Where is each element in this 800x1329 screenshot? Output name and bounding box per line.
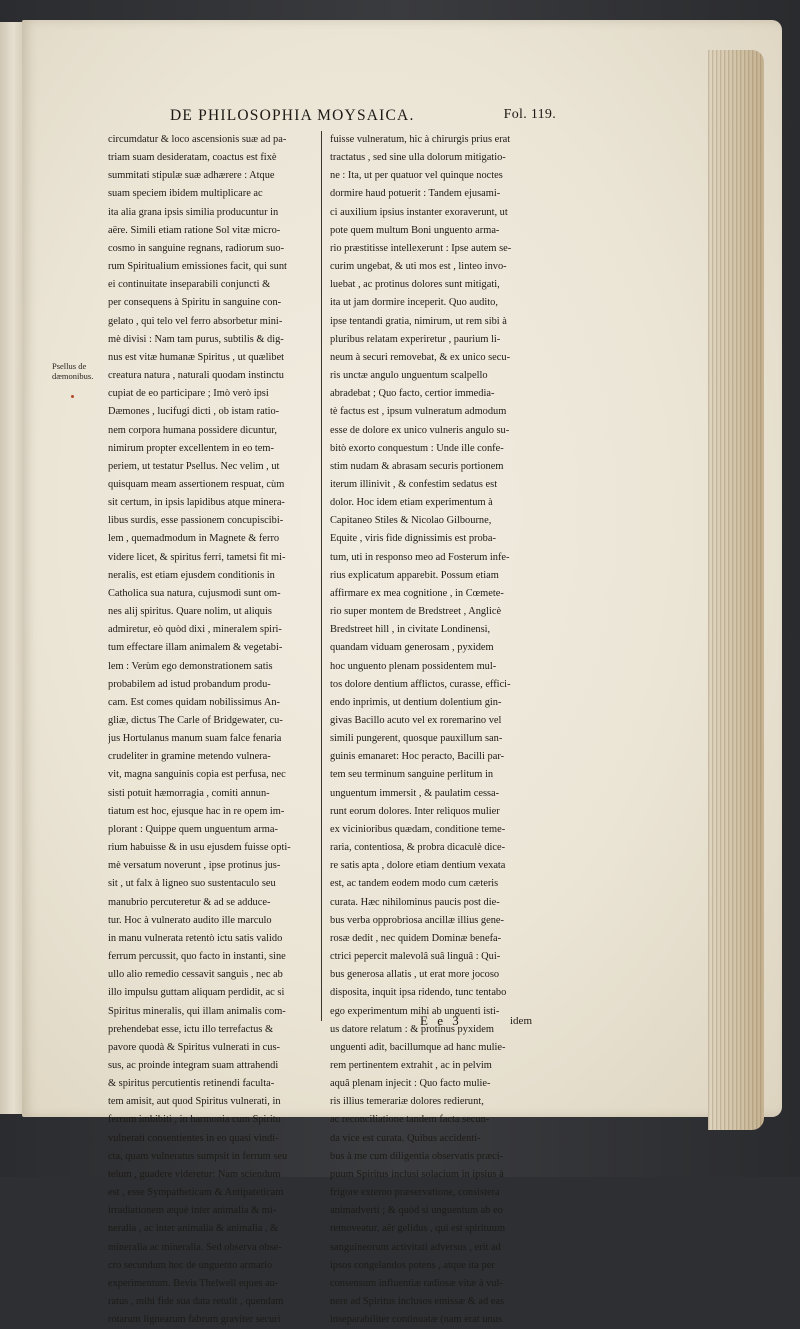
text-line: nem corpora humana possidere dicuntur, <box>108 424 277 436</box>
text-line: mè versatum noverunt , ipse protinus jus- <box>108 860 281 872</box>
right-column <box>330 131 538 1329</box>
text-line: experimentum. Bevis Thelwell eques au- <box>108 1277 279 1289</box>
text-line: rio præstitisse intellexerunt : Ipse autem se- <box>330 242 512 254</box>
text-line: cta, quam vulneratus sumpsit in ferrum seu <box>108 1150 288 1162</box>
text-line: simili pungerent, quosque pauxillum san- <box>330 733 503 745</box>
text-line: rius explicatum apparebit. Possum etiam <box>330 569 499 581</box>
text-line: lem , quemadmodum in Magnete & ferro <box>108 533 280 545</box>
text-line: mè divisi : Nam tam purus, subtilis & dig- <box>108 333 284 345</box>
text-line: nere ad Spiritus inclusos emissæ & ad eas <box>330 1296 505 1307</box>
text-line: vit, magna sanguinis copia est perfusa, nec <box>108 769 286 781</box>
text-line: ferrum imbibiti , in harmonia cum Spiritu <box>108 1114 281 1126</box>
text-line: rem pertinentem extrahit , ac in pelvim <box>330 1059 492 1071</box>
text-line: guinis emanaret: Hoc peracto, Bacilli par- <box>330 751 505 763</box>
text-line: per consequens à Spiritu in sanguine con- <box>108 297 282 309</box>
text-line: hoc unguento plenam possidentem mul- <box>330 660 497 672</box>
folio-number: Fol. 119. <box>503 107 556 122</box>
text-line: mineralia ac mineralia. Sed observa obse- <box>108 1241 282 1253</box>
text-line: iterum illinivit , & confestim sedatus est <box>330 478 498 490</box>
text-line: luebat , ac protinus dolores sunt mitigati, <box>330 279 500 291</box>
text-line: removeatur, aër gelidus , qui est spirituum <box>330 1223 506 1235</box>
text-line: rosæ dedit , nec quidem Dominæ benefa- <box>330 932 502 944</box>
text-line: in manu vulnerata retentò ictu satis valido <box>108 932 283 944</box>
text-line: circumdatur & loco ascensionis suæ ad pa- <box>108 134 287 145</box>
text-line: tiatum est hoc, ejusque hac in re opem im- <box>108 805 285 817</box>
text-line: dormire haud potuerit : Tandem ejusami- <box>330 188 501 200</box>
text-line: videre licet, & spiritus ferri, tametsi fit mi- <box>108 551 286 563</box>
text-line: raria, contentiosa, & probra dicaculè dice- <box>330 842 506 854</box>
text-line: ctrici pepercit malevolâ suâ linguâ : Qui- <box>330 951 501 963</box>
text-line: libus surdis, esse passionem concupiscibi- <box>108 515 284 527</box>
text-line: givas Bacillo acuto vel ex roremarino vel <box>330 715 502 726</box>
text-line: pluribus relatam experiretur , paurium li- <box>330 333 501 345</box>
text-line: ratus , mihi fide sua data retulit , quendam <box>108 1296 284 1307</box>
text-line: sisti potuit hæmorragia , comiti annun- <box>108 787 270 799</box>
text-line: tum effectare illam animalem & vegetabi- <box>108 642 283 654</box>
text-line: Capitaneo Stiles & Nicolao Gilbourne, <box>330 515 492 527</box>
text-line: prehendebat esse, ictu illo terrefactus & <box>108 1023 274 1035</box>
text-line: tè factus est , ipsum vulneratum admodum <box>330 406 507 418</box>
text-line: telum , guadere videretur: Nam sciendum <box>108 1168 281 1180</box>
text-line: rium habuisse & in usu ejusdem fuisse opti- <box>108 842 291 854</box>
text-line: da vice est curata. Quibus accidenti- <box>330 1132 481 1144</box>
text-line: ita ut jam dormire inceperit. Quo audito, <box>330 297 498 309</box>
text-line: Catholica sua natura, cujusmodi sunt om- <box>108 587 281 599</box>
text-line: ex vicinioribus quædam, conditione teme- <box>330 823 506 835</box>
text-block <box>108 107 556 1326</box>
text-line: Dæmones , lucifugi dicti , ob istam ratio- <box>108 406 280 418</box>
text-line: suam speciem ibidem multiplicare ac <box>108 188 263 200</box>
text-line: nus est vitæ humanæ Spiritus , ut quælibet <box>108 351 285 363</box>
text-line: puum Spiritus inclusi solacium in ipsius à <box>330 1168 504 1180</box>
text-columns <box>108 131 538 1326</box>
text-line: periem, ut testatur Psellus. Nec velim , ut <box>108 460 280 472</box>
text-line: sanguineorum activitati adversus , erit ad <box>330 1241 501 1253</box>
text-line: sit certum, in ipsis lapidibus atque minera- <box>108 497 285 509</box>
text-line: ego experimentum mihi ab unguenti isti- <box>330 1005 500 1017</box>
text-line: consensum influentiæ radiosæ vitæ à vul- <box>330 1277 503 1289</box>
text-line: aquâ plenam injecit : Quo facto mulie- <box>330 1078 491 1090</box>
text-line: bus à me cum diligentia observatis præci- <box>330 1150 504 1162</box>
text-line: gliæ, dictus The Carle of Bridgewater, cu- <box>108 715 283 726</box>
text-line: triam suam desideratam, coactus est fixè <box>108 152 277 164</box>
page-stack-edges <box>708 50 764 1130</box>
text-line: lem : Verùm ego demonstrationem satis <box>108 660 273 672</box>
text-line: Bredstreet hill , in civitate Londinensi, <box>330 624 491 636</box>
text-line: illo impulsu guttam aliquam perdidit, ac si <box>108 987 285 999</box>
signature-mark: E e 3 <box>420 1013 462 1028</box>
text-line: manubrio percuteretur & ad se adduce- <box>108 896 271 908</box>
text-line: stim nudam & abrasam securis portionem <box>330 460 504 472</box>
text-line: ita alia grana ipsis similia producuntur in <box>108 206 279 218</box>
text-line: cam. Est comes quidam nobilissimus An- <box>108 696 281 708</box>
text-line: us datore relatum : & protinus pyxidem <box>330 1023 494 1035</box>
text-line: runt eorum dolores. Inter reliquos mulier <box>330 805 500 817</box>
text-line: quisquam meam assertionem respuat, cùm <box>108 478 285 490</box>
text-line: ipse tentandi gratia, nimirum, ut rem sibi à <box>330 315 507 327</box>
text-line: ci auxilium ipsius instanter exoraverunt, ut <box>330 206 508 218</box>
text-line: crudeliter in gramine metendo vulnera- <box>108 751 271 763</box>
text-line: jus Hortulanus manum suam falce fenaria <box>108 733 282 745</box>
text-line: neum à securi removebat, & ex unico secu- <box>330 351 511 363</box>
text-line: pote quem multum Boni unguento arma- <box>330 224 500 236</box>
running-head <box>108 107 556 131</box>
text-line: neralia , ac inter animalia & animalia , & <box>108 1223 279 1235</box>
text-line: ac reconciliatione tandem facta secun- <box>330 1114 490 1126</box>
text-line: Equite , viris fide dignissimis est proba- <box>330 533 496 545</box>
text-line: admiretur, eò quòd dixi , mineralem spiri- <box>108 624 282 636</box>
text-line: bus generosa allatis , ut erat more jocoso <box>330 969 500 981</box>
text-line: rotarum lignearum fabrum graviter securi <box>108 1314 281 1326</box>
text-line: ipsos congelandos potens , atque ita per <box>330 1259 495 1271</box>
text-line: plorant : Quippe quem unguentum arma- <box>108 823 278 835</box>
text-line: esse de dolore ex unico vulneris angulo su- <box>330 424 510 436</box>
left-column <box>108 131 313 1329</box>
text-line: tos dolore dentium afflictos, curasse, effici- <box>330 678 511 690</box>
text-line: summitati stipulæ suæ adhærere : Atque <box>108 170 275 182</box>
text-line: tem amisit, aut quod Spiritus vulnerati, in <box>108 1096 281 1108</box>
text-line: unguenti adit, bacillumque ad hanc mulie- <box>330 1041 506 1053</box>
text-line: est, ac tandem eodem modo cum cæteris <box>330 878 499 890</box>
text-line: cosmo in sanguine regnans, radiorum suo- <box>108 242 285 254</box>
text-line: tractatus , sed sine ulla dolorum mitigatio- <box>330 152 506 164</box>
text-line: rio super montem de Bredstreet , Anglicè <box>330 606 502 618</box>
column-divider <box>321 131 322 1021</box>
catchword: idem <box>510 1015 532 1027</box>
text-line: bitò exorto conquestum : Unde ille confe- <box>330 442 504 454</box>
text-line: endo inprimis, ut dentium dolentium gin- <box>330 696 502 708</box>
text-line: cupiat de eo participare ; Imò verò ipsi <box>108 388 269 400</box>
text-line: ferrum percussit, quo facto in instanti, sine <box>108 951 286 963</box>
text-line: irradiationem æquè inter animalia & mi- <box>108 1205 277 1217</box>
text-line: fuisse vulneratum, hic à chirurgis prius erat <box>330 134 511 145</box>
facing-page-edge <box>0 22 23 1114</box>
text-line: Spiritus mineralis, qui illam animalis com- <box>108 1005 286 1017</box>
text-line: pavore quodà & Spiritus vulnerati in cus- <box>108 1041 280 1053</box>
text-line: nimirum propter excellentem in eo tem- <box>108 442 274 454</box>
text-line: tum, uti in responso meo ad Fosterum infe- <box>330 551 510 563</box>
text-line: vulnerati consentientes in eo quasi vindi- <box>108 1132 279 1144</box>
text-line: aëre. Simili etiam ratione Sol vitæ micro- <box>108 224 281 236</box>
text-line: ris illius temerariæ dolores redierunt, <box>330 1096 484 1108</box>
text-line: unguentum immersit , & paulatim cessa- <box>330 787 500 799</box>
text-line: ne : Ita, ut per quatuor vel quinque noctes <box>330 170 503 182</box>
text-line: creatura natura , naturali quodam instinctu <box>108 370 284 382</box>
text-line: ei continuitate inseparabili conjuncti & <box>108 279 271 291</box>
text-line: re satis apta , dolore etiam dentium vexata <box>330 860 506 872</box>
text-line: rum Spiritualium emissiones facit, qui sunt <box>108 261 287 273</box>
running-title: DE PHILOSOPHIA MOYSAICA. <box>170 107 415 124</box>
text-line: bus verba opprobriosa ancillæ illius gene- <box>330 914 505 926</box>
text-line: ris unctæ angulo unguentum scalpello <box>330 370 488 382</box>
text-line: curim ungebat, & uti mos est , linteo invo- <box>330 261 507 273</box>
text-line: est , esse Sympatheticam & Antipateticam <box>108 1187 284 1199</box>
text-line: animadverti ; & quòd si unguentum ab eo <box>330 1205 503 1217</box>
text-line: inseparabiliter continuatæ (nam erat unus <box>330 1314 502 1326</box>
ink-mark <box>71 395 74 398</box>
text-line: neralis, est etiam ejusdem conditionis in <box>108 569 275 581</box>
text-line: sus, ac proinde integram suam attrahendi <box>108 1059 279 1071</box>
text-line: sit , ut falx à ligneo suo sustentaculo seu <box>108 878 276 890</box>
text-line: nes alij spiritus. Quare nolim, ut aliquis <box>108 606 272 618</box>
text-line: tem seu terminum sanguine perlitum in <box>330 769 494 781</box>
text-line: dolor. Hoc idem etiam experimentum à <box>330 497 493 509</box>
text-line: & spiritus percutientis retinendi faculta- <box>108 1078 275 1090</box>
text-line: frigore externo præservatione, consistera <box>330 1187 500 1199</box>
text-line: cro secundum hoc de unguento armario <box>108 1259 273 1271</box>
text-line: curata. Hæc nihilominus paucis post die- <box>330 896 500 908</box>
text-line: affirmare ex mea cognitione , in Cœmete- <box>330 587 504 599</box>
text-line: disposita, inquit ipsa ridendo, tunc tentabo <box>330 987 507 999</box>
text-line: probabilem ad istud probandum produ- <box>108 678 271 690</box>
text-line: tur. Hoc à vulnerato audito ille marculo <box>108 914 272 926</box>
text-line: abradebat ; Quo facto, certior immedia- <box>330 388 495 400</box>
text-line: gelato , qui telo vel ferro absorbetur mini- <box>108 315 283 327</box>
margin-note: Psellus de dæmonibus. <box>52 361 94 381</box>
text-line: ullo alio remedio cessavit sanguis , nec ab <box>108 969 283 981</box>
text-line: quandam viduam generosam , pyxidem <box>330 642 494 654</box>
